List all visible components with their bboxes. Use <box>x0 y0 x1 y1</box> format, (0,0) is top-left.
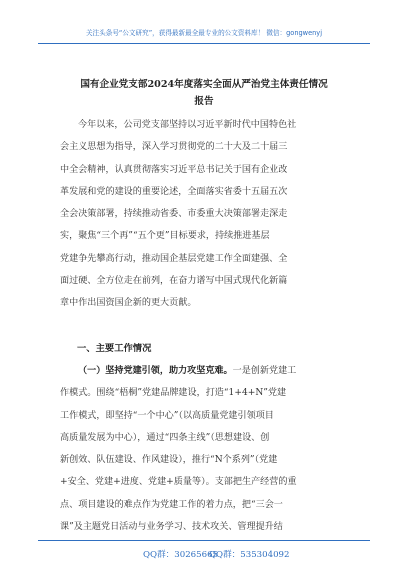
paragraph-line: 会主义思想为指导，深入学习贯彻党的二十大及二十届三 <box>60 142 288 153</box>
paragraph-line: +安全、党建+进度、党建+质量等）。支部把生产经营的重 <box>60 477 297 488</box>
paragraph-line: 高质量发展为中心），通过“四条主线”（思想建设、创 <box>60 432 270 443</box>
paragraph-line: 面过硬、全方位走在前列，在奋力谱写中国式现代化新篇 <box>60 276 288 287</box>
paragraph-line: 作模式。围绕“梧桐”党建品牌建设，打造“1+4+N”党建 <box>60 388 287 399</box>
paragraph-line: 新创效、队伍建设、作风建设），推行“N个系列”（党建 <box>60 455 278 466</box>
section-heading: 一、主要工作情况 <box>77 343 152 354</box>
paragraph-line: 革发展和党的建设的重要论述，全面落实省委十五届五次 <box>60 186 288 197</box>
paragraph-line: 中全会精神，认真贯彻落实习近平总书记关于国有企业改 <box>60 164 288 175</box>
paragraph-line: 今年以来，公司党支部坚持以习近平新时代中国特色社 <box>78 120 297 130</box>
paragraph-line: 全会决策部署，持续推动省委、市委重大决策部署走深走 <box>60 209 288 220</box>
header-banner: 关注头条号“公文研究”，获得最新最全最专业的公文资料库！ 微信：gongwenyj <box>85 29 323 37</box>
paragraph-line: 章中作出国资国企新的更大贡献。 <box>60 298 197 309</box>
paragraph-line: 工作模式，即坚持“一个中心”（以高质量党建引领项目 <box>60 410 274 421</box>
paragraph-line: 实，聚焦“三个再”“五个更”目标要求，持续推进基层 <box>60 231 270 242</box>
footer-qq-group-1: QQ群：30265665 <box>143 550 219 560</box>
subsection-paragraph <box>60 360 350 538</box>
paragraph-line: 课”及主题党日活动与业务学习、技术攻关、管理提升结 <box>60 522 283 533</box>
document-title: 国有企业党支部2024年度落实全面从严治党主体责任情况 <box>80 79 328 90</box>
header-divider <box>38 43 370 44</box>
intro-paragraph <box>60 114 350 315</box>
document-title-line2: 报告 <box>194 96 214 107</box>
paragraph-line: 点、项目建设的难点作为党建工作的着力点，把“三会一 <box>60 499 283 510</box>
subsection-heading: （一）坚持党建引领，助力攻坚克难。 <box>78 365 233 376</box>
footer-divider <box>38 540 370 541</box>
paragraph-line: 党建争先攀高行动，推动国企基层党建工作全面建强、全 <box>60 253 288 264</box>
subsection-lead-text: 一是创新党建工 <box>232 366 297 376</box>
footer-qq-group-2: QQ群：535304092 <box>209 550 290 560</box>
paragraph-line <box>60 360 350 382</box>
